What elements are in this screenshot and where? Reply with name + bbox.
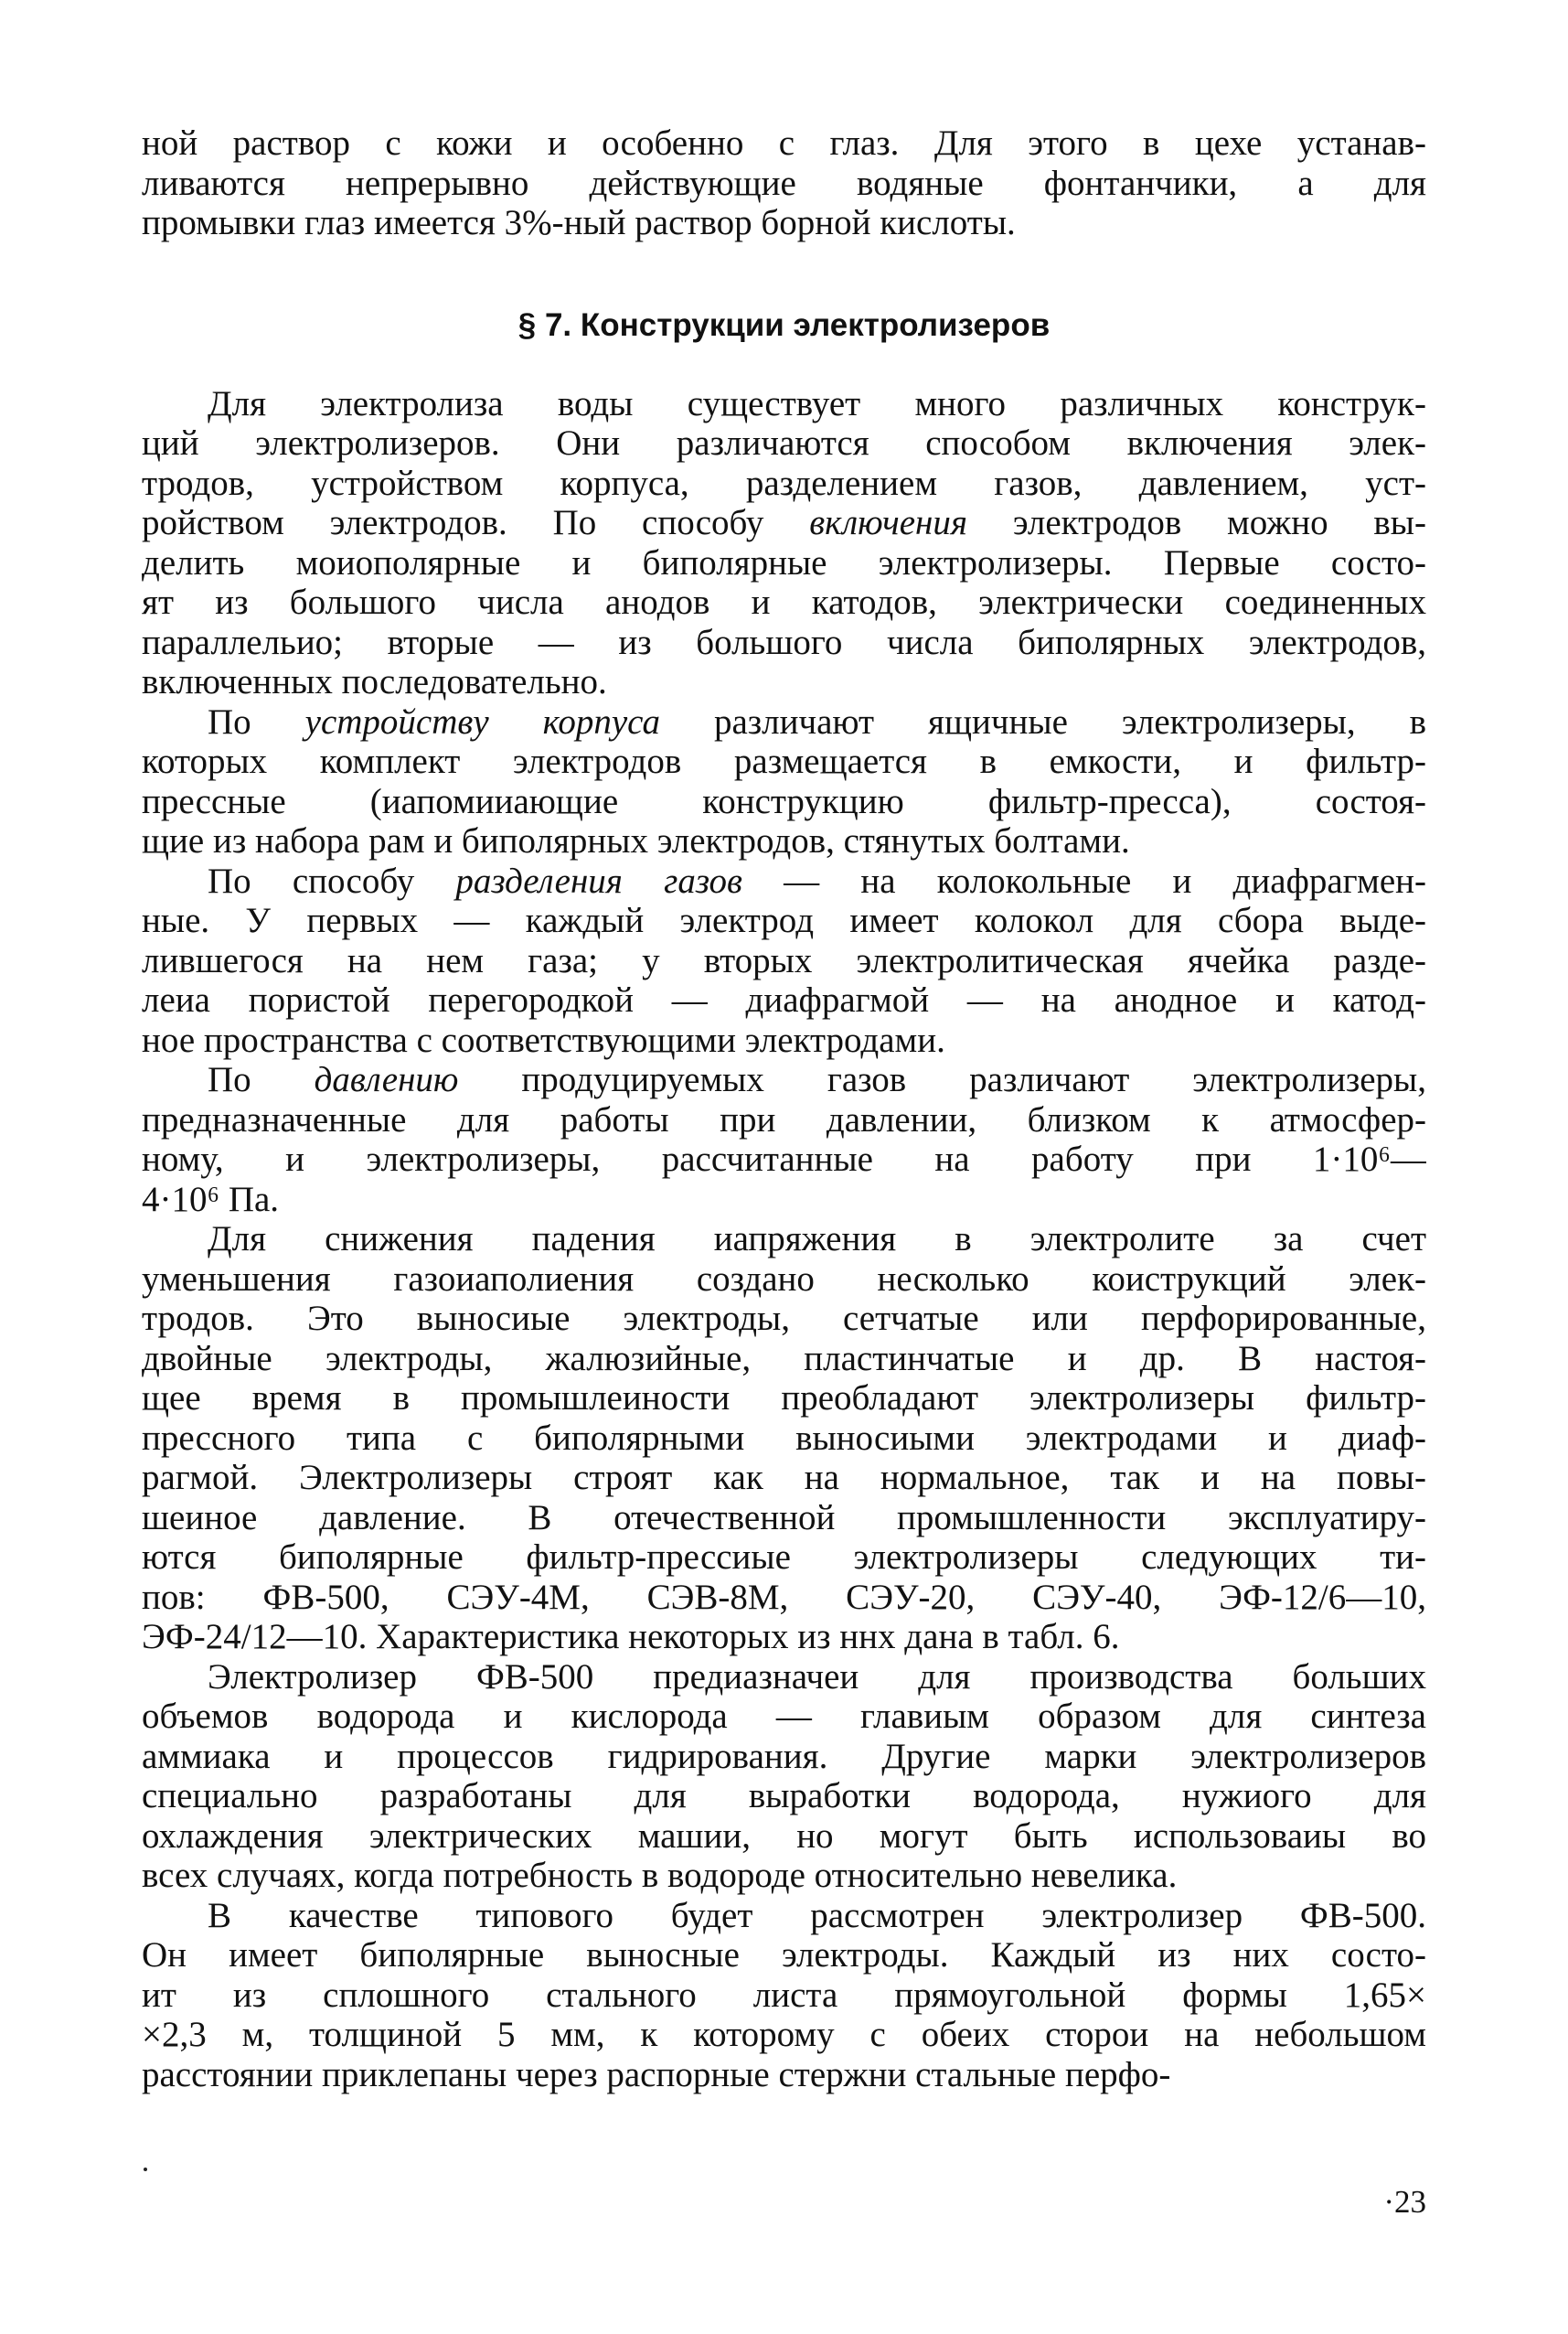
text-line: расстоянии приклепаны через распорные стержни стальные перфо- [142,2054,1171,2094]
text-line: прессного типа с биполярными выносиыми электродами и диаф- [142,1418,1426,1458]
text-line: щее время в промышлеиности преобладают электролизеры фильтр- [142,1378,1426,1418]
paragraph [142,384,1426,702]
text-line: По устройству корпуса различают ящичные электролизеры, в [208,701,1426,742]
paragraph [142,1657,1426,1896]
paragraph [142,702,1426,862]
section-heading: § 7. Конструкции электролизеров [517,306,1051,343]
text-line: лившегося на нем газа; у вторых электролитическая ячейка разде- [142,940,1426,980]
text-line: Для снижения падения иапряжения в электролите за счет [208,1219,1426,1258]
text-line: ному, и электролизеры, рассчитанные на работу при 1·10⁶— [142,1140,1426,1179]
text-line: ются биполярные фильтр-прессиые электролизеры следующих ти- [142,1537,1426,1577]
text-line: тродов, устройством корпуса, разделением газов, давлением, уст- [142,463,1426,503]
text-line: рагмой. Электролизеры строят как на нормальное, так и на повы- [142,1458,1426,1497]
page-body [142,123,1426,2094]
paragraph [142,1219,1426,1657]
emphasis: включения [809,503,968,542]
text-line: промывки глаз имеется 3%-ный раствор борной кислоты. [142,203,1016,242]
text-line: всех случаях, когда потребность в водороде относительно невелика. [142,1856,1178,1895]
text-line: ливаются непрерывно действующие водяные фонтанчики, а для [142,163,1426,203]
intro-text [142,123,1426,243]
text-line: предназначенные для работы при давлении, близком к атмосфер- [142,1099,1426,1140]
paragraph [142,1896,1426,2095]
text-line: двойные электроды, жалюзийные, пластинчатые и др. В настоя- [142,1338,1426,1378]
text-line: Электролизер ФВ-500 предиазначеи для производства больших [208,1656,1426,1697]
text-line: По давлению продуцируемых газов различают электролизеры, [208,1060,1426,1099]
text-line: ное пространства с соответствующими электродами. [142,1020,945,1060]
text-line: объемов водорода и кислорода — главиым образом для синтеза [142,1697,1426,1736]
text-line: параллельио; вторые — из большого числа биполярных электродов, [142,622,1426,662]
section-body [142,384,1426,2095]
page-number: ·23 [1383,2184,1426,2220]
text-line: По способу разделения газов — на колокольные и диафрагмен- [208,861,1426,901]
paragraph [142,862,1426,1061]
text-line: 4·10⁶ Па. [142,1179,280,1219]
paragraph [142,1060,1426,1219]
emphasis: разделения газов [455,861,742,901]
text-line: включенных последовательно. [142,662,607,701]
text-line: тродов. Это выносиые электроды, сетчатые или перфорированные, [142,1299,1426,1338]
emphasis: давлению [314,1060,459,1099]
text-line: специально разработаны для выработки водорода, нужиого для [142,1776,1426,1815]
text-line: которых комплект электродов размещается в емкости, и фильтр- [142,742,1426,781]
text-line: В качестве типового будет рассмотрен электролизер ФВ-500. [208,1895,1426,1935]
text-line: ций электролизеров. Они различаются способом включения элек- [142,423,1426,463]
text-line: Для электролиза воды существует много различных конструк- [208,383,1426,423]
text-line: ит из сплошного стального листа прямоугольной формы 1,65× [142,1975,1426,2015]
text-line: делить моиополярные и биполярные электролизеры. Первые состо- [142,542,1426,583]
text-line: пов: ФВ-500, СЭУ-4М, СЭВ-8М, СЭУ-20, СЭУ-40, ЭФ-12/6—10, [142,1577,1426,1617]
text-line: охлаждения электрических машии, но могут быть использоваиы во [142,1815,1426,1856]
emphasis: устройству корпуса [304,701,660,742]
text-line: ной раствор с кожи и особенно с глаз. Для этого в цехе устанав- [142,123,1426,163]
text-line: шеиное давление. В отечественной промышленности эксплуатиру- [142,1497,1426,1537]
text-line: прессные (иапомииающие конструкцию фильтр-пресса), состоя- [142,781,1426,821]
text-line: леиа пористой перегородкой — диафрагмой — на анодное и катод- [142,980,1426,1020]
text-line: ные. У первых — каждый электрод имеет колокол для сбора выде- [142,901,1426,940]
text-line: ×2,3 м, толщиной 5 мм, к которому с обеих сторои на небольшом [142,2015,1426,2054]
text-line: ЭФ-24/12—10. Характеристика некоторых из ннх дана в табл. 6. [142,1617,1120,1656]
text-line: аммиака и процессов гидрирования. Другие марки электролизеров [142,1736,1426,1776]
print-speck [144,2168,147,2171]
text-line: ройством электродов. По способу включения электродов можно вы- [142,503,1426,542]
text-line: щие из набора рам и биполярных электродов, стянутых болтами. [142,821,1130,861]
text-line: Он имеет биполярные выносные электроды. Каждый из них состо- [142,1935,1426,1975]
text-line: ят из большого числа анодов и катодов, электрически соединенных [142,583,1426,622]
text-line: уменьшения газоиаполиения создано несколько коиструкций элек- [142,1258,1426,1299]
